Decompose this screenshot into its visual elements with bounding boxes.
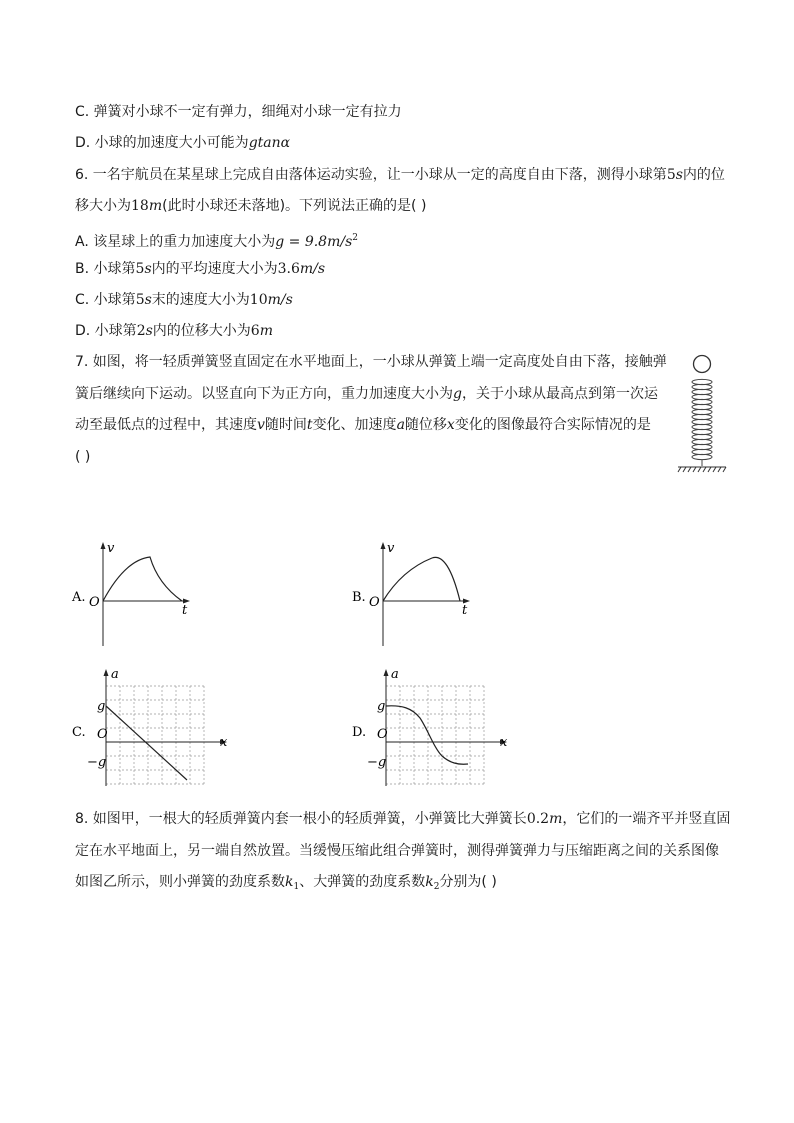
q5-option-d-math: gtanα [248, 135, 291, 151]
q8-stem-text: 、大弹簧的劲度系数 [299, 874, 426, 890]
graph-d-grid [386, 686, 484, 784]
q6-displacement-unit: m [148, 198, 163, 214]
q6-option-c-value-unit: m/s [267, 292, 293, 308]
q6-option-a [75, 228, 358, 252]
q5-option-d [75, 133, 290, 153]
q7-velocity-symbol: v [257, 417, 265, 433]
graph-d-neg-g-label: −g [367, 755, 387, 770]
q6-option-d-text: D. 小球第 [75, 323, 137, 339]
q8-stem-line1 [75, 809, 730, 829]
graph-c-origin-label: O [97, 727, 108, 742]
q7-stem-line3 [75, 415, 651, 435]
graph-d-origin-label: O [377, 727, 388, 742]
q6-option-b-value-unit: m/s [299, 261, 326, 277]
graph-c [70, 664, 240, 789]
q6-option-d-num: 2 [136, 323, 146, 339]
graph-c-y-arrow [104, 669, 109, 676]
graph-c-y-label: a [111, 667, 119, 682]
q6-option-b [75, 259, 325, 279]
q6-option-c-unit: s [144, 292, 152, 308]
q6-option-c [75, 290, 293, 310]
graph-c-neg-g-label: −g [87, 755, 107, 770]
graph-c-curve [106, 706, 187, 780]
graph-a-y-label: v [107, 541, 115, 556]
q8-length-unit: m [549, 811, 563, 827]
q5-option-d-text: D. 小球的加速度大小可能为 [75, 135, 249, 151]
graph-b-origin-label: O [369, 595, 380, 610]
q7-stem-text: 随时间 [264, 417, 307, 433]
q6-option-a-math: g = 9.8m/s [275, 234, 353, 250]
q7-stem-text: 动至最低点的过程中，其速度 [75, 417, 257, 433]
q7-time-symbol: t [306, 417, 313, 433]
q6-option-c-text: C. 小球第 [75, 292, 136, 308]
q7-stem-text: 变化的图像最符合实际情况的是 [454, 417, 651, 433]
q8-stem-line2: 定在水平地面上，另一端自然放置。当缓慢压缩此组合弹簧时，测得弹簧弹力与压缩距离之间的关系图像 [75, 843, 719, 859]
graph-b-y-label: v [387, 541, 395, 556]
q7-stem-text: 簧后继续向下运动。以竖直向下为正方向，重力加速度大小为 [75, 386, 453, 402]
graph-c-x-label: x [220, 735, 228, 750]
graph-d-option-label: D. [352, 725, 367, 740]
graph-a-x-label: t [182, 603, 188, 618]
q7-stem-text: 变化、加速度 [312, 417, 397, 433]
q8-stem-text: 分别为( ) [439, 874, 497, 890]
q7-gravity-symbol: g [453, 386, 462, 402]
graph-a-option-label: A. [72, 590, 86, 605]
graph-c-g-label: g [97, 699, 106, 714]
graph-c-option-label: C. [72, 725, 86, 740]
q8-length-value: 0.2 [526, 811, 550, 827]
q6-option-a-text: A. 该星球上的重力加速度大小为 [75, 234, 276, 250]
q6-stem-line2 [75, 196, 426, 216]
q6-option-c-num: 5 [135, 292, 145, 308]
q8-k2-symbol: k [425, 874, 434, 890]
q6-stem-text: 内的位 [682, 167, 725, 183]
graph-d-x-label: x [500, 735, 508, 750]
q6-stem-text: 6. 一名宇航员在某星球上完成自由落体运动实验，让一小球从一定的高度自由下落，测得小球第 [75, 167, 667, 183]
q7-answer-bracket: ( ) [75, 449, 91, 465]
q6-displacement-number: 18 [131, 198, 149, 214]
q8-k1-subscript: 1 [293, 882, 300, 892]
q6-second-number: 5 [666, 167, 676, 183]
q6-second-unit: s [675, 167, 683, 183]
graph-b [350, 538, 490, 650]
q8-stem-text: 8. 如图甲，一根大的轻质弹簧内套一根小的轻质弹簧，小弹簧比大弹簧长 [75, 811, 527, 827]
ground-icon [678, 467, 726, 472]
graph-d [350, 664, 520, 789]
spring-ball-figure [672, 350, 732, 476]
q6-option-b-num: 5 [135, 261, 145, 277]
graph-b-y-arrow [381, 542, 386, 549]
q7-stem-text: ，关于小球从最高点到第一次运 [461, 386, 658, 402]
graph-d-y-arrow [384, 669, 389, 676]
q7-stem-text: 随位移 [404, 417, 447, 433]
q7-displacement-symbol: x [446, 417, 455, 433]
q6-option-d-value-unit: m [259, 323, 273, 339]
graph-d-y-label: a [391, 667, 399, 682]
graph-a-curve [103, 557, 182, 601]
q6-option-b-text: B. 小球第 [75, 261, 136, 277]
q6-option-d-value: 6 [250, 323, 260, 339]
q7-acceleration-symbol: a [396, 417, 405, 433]
q6-option-a-exponent: 2 [352, 233, 359, 243]
ball-icon [694, 356, 711, 373]
q6-option-b-value: 3.6 [277, 261, 300, 277]
coil-spring-icon [692, 379, 712, 466]
q8-k2-subscript: 2 [433, 882, 440, 892]
q7-stem-line2 [75, 384, 658, 404]
q7-stem-line1: 7. 如图，将一轻质弹簧竖直固定在水平地面上，一小球从弹簧上端一定高度处自由下落，接触弹 [75, 354, 667, 370]
q6-option-d-unit: s [145, 323, 153, 339]
q6-option-d [75, 321, 273, 341]
q6-stem-text: 移大小为 [75, 198, 131, 214]
q8-stem-text: ，它们的一端齐平并竖直固 [562, 811, 731, 827]
q5-option-c: C. 弹簧对小球不一定有弹力，细绳对小球一定有拉力 [75, 104, 402, 120]
q6-stem-line1 [75, 165, 725, 185]
graph-d-g-label: g [377, 699, 386, 714]
graph-c-grid [106, 686, 204, 784]
q6-option-c-value: 10 [249, 292, 268, 308]
q8-stem-text: 如图乙所示，则小弹簧的劲度系数 [75, 874, 285, 890]
graph-b-x-label: t [462, 603, 468, 618]
q6-stem-text: (此时小球还未落地)。下列说法正确的是( ) [162, 198, 427, 214]
q6-option-b-unit: s [144, 261, 152, 277]
graph-a [70, 538, 210, 650]
graph-a-origin-label: O [89, 595, 100, 610]
graph-a-y-arrow [101, 542, 106, 549]
q6-option-c-text2: 末的速度大小为 [151, 292, 250, 308]
q8-k1-symbol: k [285, 874, 294, 890]
q6-option-d-text2: 内的位移大小为 [152, 323, 251, 339]
q8-stem-line3 [75, 872, 497, 897]
q6-option-b-text2: 内的平均速度大小为 [151, 261, 278, 277]
graph-b-curve [383, 557, 460, 601]
graph-b-option-label: B. [352, 590, 366, 605]
